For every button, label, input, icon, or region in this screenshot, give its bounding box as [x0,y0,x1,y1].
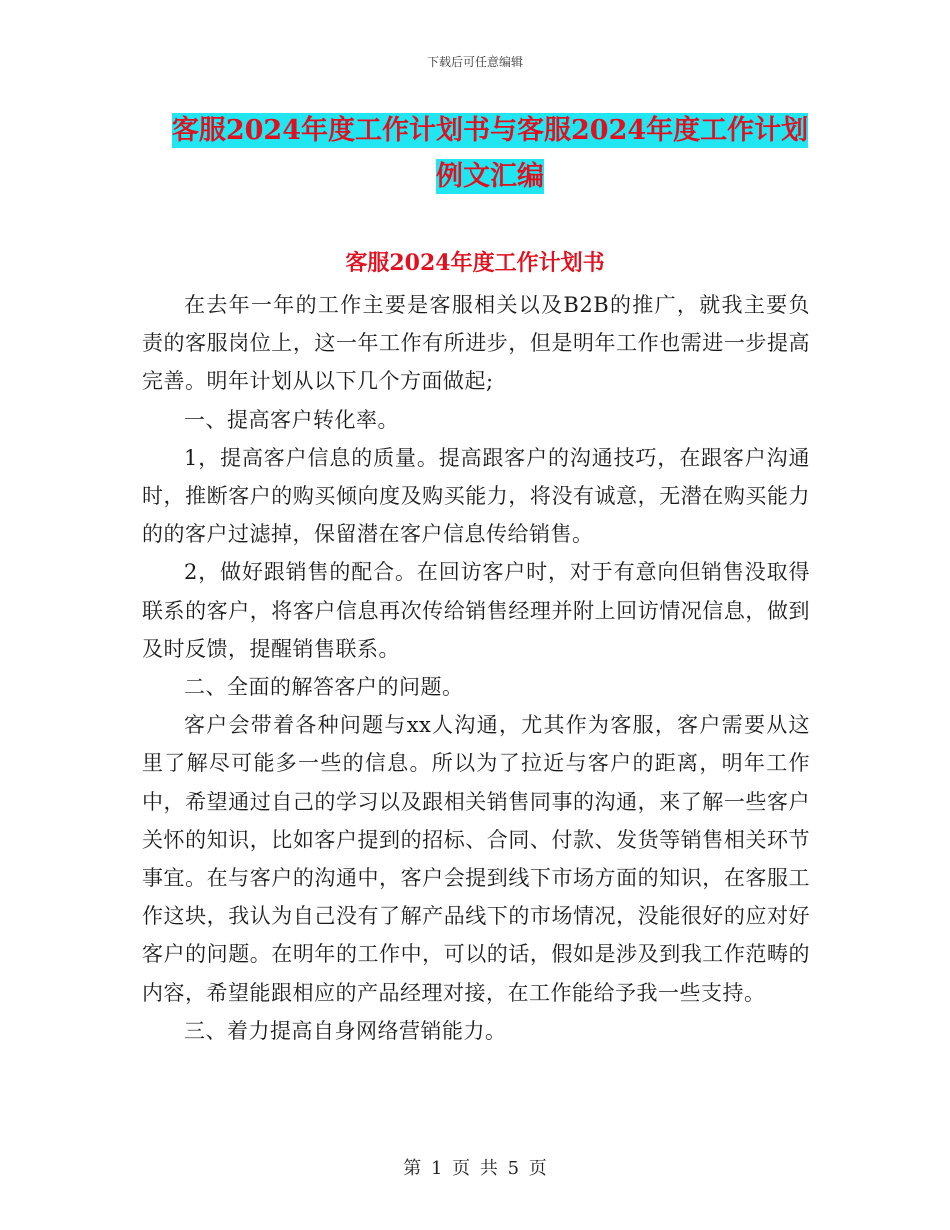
paragraph: 二、全面的解答客户的问题。 [184,675,464,700]
document-title-text: 客服2024年度工作计划书与客服2024年度工作计划例文汇编 [171,115,809,192]
paragraph: 2，做好跟销售的配合。在回访客户时，对于有意向但销售没取得联系的客户，将客户信息再次传给销售经理并附上回访情况信息，做到及时反馈，提醒销售联系。 [142,560,810,661]
paragraph: 在去年一年的工作主要是客服相关以及B2B的推广，就我主要负责的客服岗位上，这一年工作有所进步，但是明年工作也需进一步提高完善。明年计划从以下几个方面做起; [142,293,810,394]
document-title [165,108,815,200]
section-subtitle: 客服2024年度工作计划书 [345,250,605,276]
header-note: 下载后可任意编辑 [426,55,523,69]
paragraph: 三、着力提高自身网络营销能力。 [184,1018,507,1043]
paragraph: 客户会带着各种问题与xx人沟通，尤其作为客服，客户需要从这里了解尽可能多一些的信息。所以为了拉近与客户的距离，明年工作中，希望通过自己的学习以及跟相关销售同事的沟通，来了解一些客户关怀的知识，比如客户提到的招标、合同、付款、发货等销售相关环节事宜。在与客户的沟通中，客户会提到线下市场方面的知识，在客服工作这块，我认为自己没有了解产品线下的市场情况，没能很好的应对好客户的问题。在明年的工作中，可以的话，假如是涉及到我工作范畴的内容，希望能跟相应的产品经理对接，在工作能给予我一些支持。 [142,713,810,1005]
paragraph: 一、提高客户转化率。 [184,407,399,432]
page-number: 第 1 页 共 5 页 [403,1158,547,1179]
paragraph: 1，提高客户信息的质量。提高跟客户的沟通技巧，在跟客户沟通时，推断客户的购买倾向度及购买能力，将没有诚意，无潜在购买能力的的客户过滤掉，保留潜在客户信息传给销售。 [142,445,810,547]
document-body [142,286,810,1050]
